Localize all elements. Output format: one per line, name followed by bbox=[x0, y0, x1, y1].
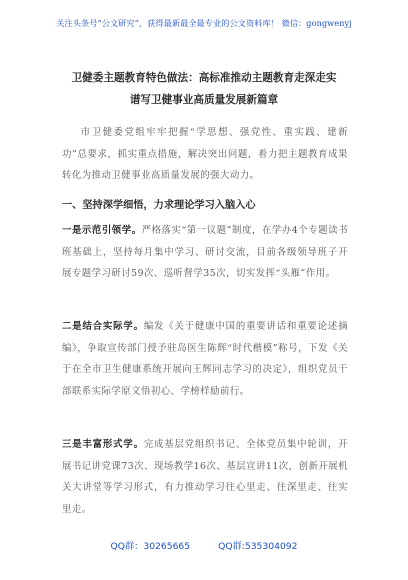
article-title-line2: 谱写卫健事业高质量发展新篇章 bbox=[129, 94, 279, 106]
item-text-2: 编发《关于健康中国的重要讲话和重要论述摘编》，争取宣传部门授予驻岛医生陈辉“时代楷模”称号，下发《关于在全市卫生健康系统开展向王辉同志学习的决定》，组织党员干部联系实际学原文悟初心、学榜样励前行。 bbox=[62, 321, 348, 397]
item-lead-3: 三是丰富形式学。 bbox=[62, 439, 144, 450]
section-heading-1: 一、坚持深学细悟，力求理论学习入脑入心 bbox=[62, 199, 256, 211]
item-text-1: 严格落实“第一议题”制度，在学办4个专题读书班基础上，坚持每月集中学习、研讨交流，目前各级领导班子开展专题学习研讨59次、巡听督学35次，切实发挥“头雁”作用。 bbox=[62, 225, 348, 280]
footer-qq-group-2: QQ群:535304092 bbox=[218, 541, 298, 552]
footer-contact bbox=[0, 538, 408, 552]
item-text-3: 完成基层党组织书记、全体党员集中轮训，开展书记讲党课73次、现场教学16次、基层宣讲11次，创新开展机关大讲堂等学习形式，有力推动学习往心里走、往深里走、往实里走。 bbox=[62, 439, 348, 515]
item-lead-2: 二是结合实际学。 bbox=[62, 321, 144, 332]
intro-paragraph: 市卫健委党组牢牢把握“学思想、强党性、重实践、建新功”总要求，抓实重点措施，解决突出问题，着力把主题教育成果转化为推动卫健事业高质量发展的强大动力。 bbox=[62, 127, 348, 182]
item-paragraph-3 bbox=[62, 434, 348, 520]
item-paragraph-2 bbox=[62, 316, 348, 402]
article-title-line1: 卫健委主题教育特色做法：高标准推动主题教育走深走实 bbox=[71, 72, 337, 84]
header-promo-text: 关注头条号“公文研究”，获得最新最全最专业的公文资料库！ 微信：gongwenyj bbox=[56, 18, 352, 28]
item-paragraph-1 bbox=[62, 220, 348, 285]
footer-qq-group-1: QQ群：30265665 bbox=[110, 541, 191, 552]
item-lead-1: 一是示范引领学。 bbox=[62, 225, 142, 236]
